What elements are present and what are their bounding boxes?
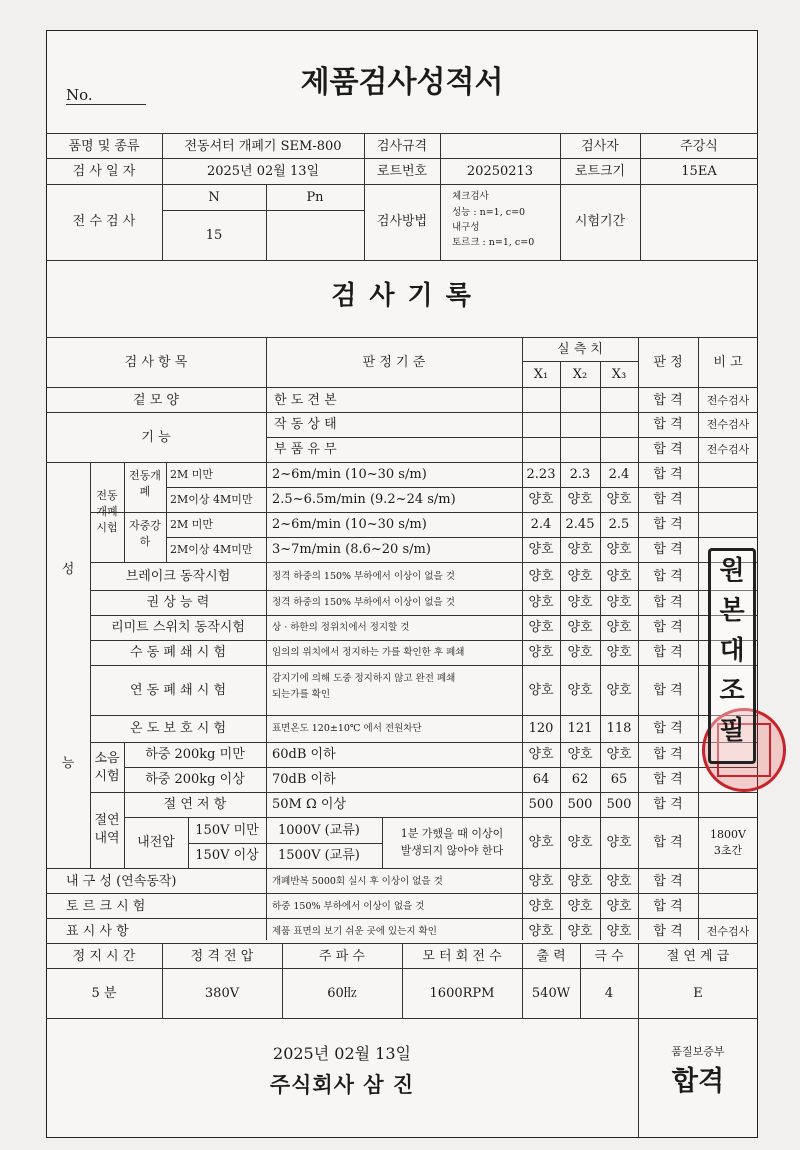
measure-x1: 500 [528, 797, 554, 812]
measure-x2: 양호 [567, 683, 593, 698]
performance-side-label: 능 [61, 756, 75, 771]
judge: 합 격 [653, 721, 683, 736]
noise-sub: 하중 200kg 이상 [145, 772, 245, 787]
gravity-drop-sub: 자중강하 [129, 519, 161, 548]
col-x3: X₃ [611, 367, 627, 382]
insulation-resistance-item: 절 연 저 항 [163, 797, 227, 812]
measure-x1: 양호 [528, 492, 554, 507]
appearance-judge: 합 격 [653, 393, 683, 408]
judge: 합 격 [653, 683, 683, 698]
measure-x3: 양호 [606, 874, 632, 889]
temp-protect-criteria: 표면온도 120±10℃ 에서 전원차단 [272, 723, 422, 734]
withstand-voltage-item: 내전압 [137, 835, 175, 850]
inspector-label: 검사자 [581, 139, 619, 154]
judge: 합 격 [653, 747, 683, 762]
judge: 합 격 [653, 772, 683, 787]
measure-x2: 2.45 [565, 517, 595, 532]
measure-x1: 양호 [528, 645, 554, 660]
measure-x1: 양호 [528, 595, 554, 610]
withstand-condition: 1분 가했을 때 이상이 [400, 827, 504, 840]
judge: 합 격 [653, 645, 683, 660]
original-verified-stamp [708, 548, 756, 764]
withstand-note: 3초간 [713, 844, 743, 857]
stamp-char: 대 [719, 636, 745, 666]
judge: 합 격 [653, 517, 683, 532]
lot-size-value: 15EA [681, 164, 717, 179]
withstand-condition: 발생되지 않아야 한다 [400, 844, 504, 857]
spec-label: 극 수 [594, 949, 624, 964]
measure-x3: 양호 [606, 569, 632, 584]
product-label: 품명 및 종류 [68, 139, 140, 154]
spec-label: 출 력 [536, 949, 566, 964]
insulation-group: 절연내역 [94, 813, 120, 846]
durability-item: 내 구 성 (연속동작) [66, 874, 177, 889]
insulation-resistance-criteria: 50M Ω 이상 [272, 797, 347, 812]
judge: 합 격 [653, 874, 683, 889]
speed-criteria: 2~6m/min (10~30 s/m) [272, 517, 427, 532]
spec-value: 5 분 [91, 986, 117, 1001]
withstand-sub: 150V 미만 [195, 823, 259, 838]
test-period-label: 시험기간 [574, 214, 626, 229]
spec-label: 절 연 계 급 [666, 949, 730, 964]
measure-x3: 양호 [606, 747, 632, 762]
linked-close-item: 연 동 폐 쇄 시 험 [129, 683, 227, 698]
speed-criteria: 2.5~6.5m/min (9.2~24 s/m) [272, 492, 456, 507]
document-title: 제품검사성적서 [300, 65, 504, 100]
measure-x2: 양호 [567, 620, 593, 635]
qa-result: 합격 [671, 1066, 725, 1097]
spec-label: 정 지 시 간 [72, 949, 136, 964]
date-value: 2025년 02월 13일 [206, 164, 320, 179]
inspector-value: 주강식 [680, 139, 718, 154]
linked-close-criteria: 되는가를 확인 [272, 689, 331, 700]
measure-x3: 65 [610, 772, 628, 787]
measure-x3: 양호 [606, 620, 632, 635]
size-label: 2M 미만 [170, 468, 214, 481]
measure-x1: 64 [532, 772, 550, 787]
function-item: 기 능 [141, 430, 171, 445]
spec-value: 540W [531, 986, 571, 1001]
measure-x2: 양호 [567, 492, 593, 507]
torque-item: 토 르 크 시 험 [66, 899, 146, 914]
marking-note: 전수검사 [706, 925, 750, 938]
full-inspection-label: 전 수 검 사 [72, 214, 136, 229]
noise-criteria: 70dB 이하 [272, 772, 336, 787]
measure-x1: 양호 [528, 924, 554, 939]
spec-label: 정 격 전 압 [190, 949, 254, 964]
performance-side-label: 성 [61, 562, 75, 577]
measure-x3: 양호 [606, 542, 632, 557]
function-note: 전수검사 [706, 443, 750, 456]
measure-x2: 2.3 [569, 467, 591, 482]
judge: 합 격 [653, 492, 683, 507]
measure-x2: 양호 [567, 747, 593, 762]
marking-item: 표 시 사 항 [66, 924, 129, 939]
noise-sub: 하중 200kg 미만 [145, 747, 245, 762]
pn-label: Pn [306, 190, 324, 205]
lot-number-value: 20250213 [466, 164, 534, 179]
function-criteria: 작 동 상 태 [274, 417, 337, 432]
measure-x2: 양호 [567, 645, 593, 660]
no-label: No. [66, 86, 93, 104]
brake-item: 브레이크 동작시험 [125, 569, 231, 584]
speed-criteria: 2~6m/min (10~30 s/m) [272, 467, 427, 482]
measure-x1: 양호 [528, 835, 554, 850]
spec-label: 모 터 회 전 수 [422, 949, 502, 964]
open-close-sub: 전동개폐 [129, 469, 161, 498]
noise-group: 소음시험 [94, 751, 120, 784]
measure-x1: 양호 [528, 683, 554, 698]
date-label: 검 사 일 자 [72, 164, 136, 179]
product-value: 전동셔터 개폐기 SEM-800 [184, 139, 342, 154]
function-judge: 합 격 [653, 442, 683, 457]
manual-close-criteria: 임의의 위치에서 정지하는 가를 확인한 후 폐쇄 [272, 647, 465, 658]
measure-x1: 양호 [528, 620, 554, 635]
open-close-group: 전동개폐시험 [96, 489, 118, 534]
measure-x3: 양호 [606, 924, 632, 939]
measure-x2: 양호 [567, 569, 593, 584]
n-value: 15 [205, 228, 223, 243]
measure-x2: 양호 [567, 924, 593, 939]
col-x1: X₁ [533, 367, 549, 382]
measure-x1: 양호 [528, 542, 554, 557]
withstand-criteria: 1000V (교류) [278, 823, 360, 838]
brake-criteria: 정격 하중의 150% 부하에서 이상이 없을 것 [272, 571, 455, 582]
col-note: 비 고 [713, 355, 743, 370]
method-line: 성능 : n=1, c=0 [452, 207, 526, 218]
measure-x2: 양호 [567, 595, 593, 610]
measure-x2: 양호 [567, 835, 593, 850]
lot-size-label: 로트크기 [574, 164, 626, 179]
spec-value: 4 [604, 986, 614, 1001]
stamp-char: 본 [719, 596, 745, 626]
measure-x3: 양호 [606, 645, 632, 660]
measure-x3: 양호 [606, 835, 632, 850]
stamp-char: 필 [719, 716, 745, 746]
qa-department-label: 품질보증부 [671, 1045, 725, 1058]
linked-close-criteria: 감지기에 의해 도중 정지하지 않고 완전 폐쇄 [272, 673, 456, 684]
n-label: N [208, 190, 220, 205]
judge: 합 격 [653, 542, 683, 557]
function-judge: 합 격 [653, 417, 683, 432]
measure-x1: 양호 [528, 899, 554, 914]
size-label: 2M 미만 [170, 518, 214, 531]
measure-x2: 62 [571, 772, 589, 787]
company-name: 주식회사 삼 진 [269, 1072, 415, 1097]
measure-x1: 2.4 [530, 517, 552, 532]
function-note: 전수검사 [706, 418, 750, 431]
spec-value: E [693, 986, 703, 1001]
temp-protect-item: 온 도 보 호 시 험 [129, 721, 227, 736]
spec-label: 주 파 수 [319, 949, 365, 964]
col-measured: 실 측 치 [557, 342, 603, 357]
withstand-sub: 150V 이상 [195, 848, 259, 863]
size-label: 2M이상 4M미만 [170, 543, 253, 556]
measure-x1: 양호 [528, 747, 554, 762]
appearance-note: 전수검사 [706, 394, 750, 407]
appearance-criteria: 한 도 견 본 [274, 393, 337, 408]
measure-x3: 양호 [606, 683, 632, 698]
col-item: 검 사 항 목 [124, 355, 188, 370]
measure-x3: 500 [606, 797, 632, 812]
judge: 합 격 [653, 595, 683, 610]
measure-x2: 양호 [567, 542, 593, 557]
appearance-item: 겉 모 양 [133, 393, 179, 408]
method-label: 검사방법 [376, 214, 428, 229]
size-label: 2M이상 4M미만 [170, 493, 253, 506]
measure-x1: 120 [528, 721, 554, 736]
judge: 합 격 [653, 924, 683, 939]
measure-x1: 양호 [528, 569, 554, 584]
issue-date: 2025년 02월 13일 [273, 1044, 411, 1063]
measure-x2: 500 [567, 797, 593, 812]
hoist-criteria: 정격 하중의 150% 부하에서 이상이 없을 것 [272, 597, 455, 608]
measure-x3: 양호 [606, 899, 632, 914]
manual-close-item: 수 동 폐 쇄 시 험 [129, 645, 227, 660]
measure-x3: 2.5 [608, 517, 630, 532]
judge: 합 격 [653, 797, 683, 812]
hoist-item: 권 상 능 력 [146, 595, 210, 610]
measure-x3: 118 [606, 721, 632, 736]
col-x2: X₂ [572, 367, 588, 382]
spec-value: 380V [204, 986, 240, 1001]
spec-value: 1600RPM [429, 986, 495, 1001]
judge: 합 격 [653, 835, 683, 850]
standard-label: 검사규격 [376, 139, 428, 154]
stamp-char: 조 [719, 676, 745, 706]
judge: 합 격 [653, 899, 683, 914]
method-line: 체크검사 [452, 191, 489, 202]
measure-x3: 양호 [606, 595, 632, 610]
durability-criteria: 개폐반복 5000회 실시 후 이상이 없을 것 [272, 876, 443, 887]
stamp-char: 원 [719, 556, 745, 586]
record-title: 검 사 기 록 [331, 281, 473, 311]
measure-x1: 양호 [528, 874, 554, 889]
judge: 합 격 [653, 569, 683, 584]
limit-switch-criteria: 상 · 하한의 정위치에서 정지할 것 [272, 622, 410, 633]
speed-criteria: 3~7m/min (8.6~20 s/m) [272, 542, 431, 557]
judge: 합 격 [653, 620, 683, 635]
torque-criteria: 하중 150% 부하에서 이상이 없을 것 [272, 901, 425, 912]
lot-number-label: 로트번호 [376, 164, 428, 179]
method-line: 내구성 [452, 222, 480, 233]
withstand-criteria: 1500V (교류) [278, 848, 360, 863]
measure-x2: 양호 [567, 899, 593, 914]
measure-x1: 2.23 [526, 467, 556, 482]
measure-x3: 양호 [606, 492, 632, 507]
measure-x3: 2.4 [608, 467, 630, 482]
spec-value: 60㎐ [327, 986, 357, 1001]
marking-criteria: 제품 표면의 보기 쉬운 곳에 있는지 확인 [272, 926, 437, 937]
judge: 합 격 [653, 467, 683, 482]
col-criteria: 판 정 기 준 [362, 355, 426, 370]
method-line: 토르크 : n=1, c=0 [452, 237, 535, 248]
limit-switch-item: 리미트 스위치 동작시험 [111, 620, 245, 635]
measure-x2: 121 [567, 721, 593, 736]
function-criteria: 부 품 유 무 [274, 442, 337, 457]
noise-criteria: 60dB 이하 [272, 747, 336, 762]
col-judge: 판 정 [653, 355, 683, 370]
measure-x2: 양호 [567, 874, 593, 889]
withstand-note: 1800V [710, 828, 746, 841]
